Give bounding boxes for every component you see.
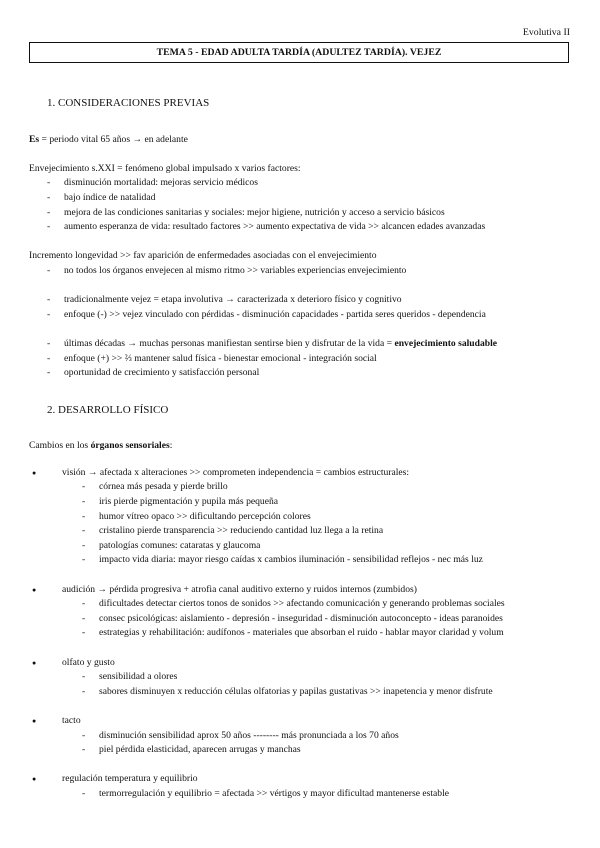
bullet-item-regulacion: ● regulación temperatura y equilibrio	[29, 772, 574, 787]
bullet-item-olfato: ● olfato y gusto	[29, 656, 574, 671]
list-item-text: últimas décadas → muchas personas manifiestan sentirse bien y disfrutar de la vida =	[64, 337, 395, 349]
list-item: - disminución mortalidad: mejoras servicio médicos	[29, 176, 574, 191]
sub-item: - consec psicológicas: aislamiento - depresión - inseguridad - disminución autoconcepto - ideas paranoides	[29, 612, 574, 627]
list-item: - tradicionalmente vejez = etapa involutiva → caracterizada x deterioro físico y cognitivo	[29, 293, 574, 308]
bullet-item-vision: ● visión → afectada x alteraciones >> comprometen independencia = cambios estructurales:	[29, 466, 574, 481]
sub-item: - iris pierde pigmentación y pupila más pequeña	[29, 495, 574, 510]
definition-text: = periodo vital 65 años → en adelante	[39, 133, 188, 145]
list-item: - enfoque (+) >> ⅔ mantener salud física - bienestar emocional - integración social	[29, 352, 574, 367]
emphasis-text: órganos sensoriales	[90, 440, 170, 452]
sub-item: - dificultades detectar ciertos tonos de sonidos >> afectando comunicación y generando problemas sociales	[29, 597, 574, 612]
bullet-item-tacto: ● tacto	[29, 714, 574, 729]
list-item	[29, 337, 574, 352]
sub-item: - córnea más pesada y pierde brillo	[29, 480, 574, 495]
chapter-title: TEMA 5 - EDAD ADULTA TARDÍA (ADULTEZ TARDÍA). VEJEZ	[29, 42, 569, 63]
sub-item: - sabores disminuyen x reducción células olfatorias y papilas gustativas >> inapetencia y menor disfrute	[29, 685, 574, 700]
course-header: Evolutiva II	[522, 27, 570, 38]
sub-item: - humor vítreo opaco >> dificultando percepción colores	[29, 510, 574, 525]
sub-item: - disminución sensibilidad aprox 50 años -------- más pronunciada a los 70 años	[29, 729, 574, 744]
list-item: - aumento esperanza de vida: resultado factores >> aumento expectativa de vida >> alcancen edades avanzadas	[29, 220, 574, 235]
document-body	[29, 96, 574, 802]
definition-line	[29, 133, 574, 148]
sub-item: - estrategias y rehabilitación: audífonos - materiales que absorban el ruido - hablar mayor claridad y volum	[29, 626, 574, 641]
sub-item: - cristalino pierde transparencia >> reduciendo cantidad luz llega a la retina	[29, 524, 574, 539]
sub-item: - termorregulación y equilibrio = afectada >> vértigos y mayor dificultad mantenerse estable	[29, 787, 574, 802]
emphasis-text: envejecimiento saludable	[394, 337, 498, 349]
definition-term: Es	[29, 133, 40, 145]
paragraph-intro: Incremento longevidad >> fav aparición de enfermedades asociadas con el envejecimiento	[29, 250, 377, 262]
intro-text: Cambios en los	[29, 440, 91, 452]
list-item: - no todos los órganos envejecen al mismo ritmo >> variables experiencias envejecimiento	[29, 264, 574, 279]
sub-item: - impacto vida diaria: mayor riesgo caídas x cambios iluminación - sensibilidad reflejos - nec más luz	[29, 553, 574, 568]
section-heading-2: 2. DESARROLLO FÍSICO	[47, 403, 169, 416]
list-item: - bajo índice de natalidad	[29, 191, 574, 206]
sub-item: - patologías comunes: cataratas y glaucoma	[29, 539, 574, 554]
list-item: - enfoque (-) >> vejez vinculado con pérdidas - disminución capacidades - partida seres queridos - dependencia	[29, 308, 574, 323]
sub-item: - piel pérdida elasticidad, aparecen arrugas y manchas	[29, 743, 574, 758]
sub-item: - sensibilidad a olores	[29, 670, 574, 685]
intro-colon: :	[169, 440, 173, 452]
list-item: - mejora de las condiciones sanitarias y sociales: mejor higiene, nutrición y acceso a servicio básicos	[29, 206, 574, 221]
bullet-item-audicion: ● audición → pérdida progresiva + atrofia canal auditivo externo y ruidos internos (zumbidos)	[29, 583, 574, 598]
section-heading-1: 1. CONSIDERACIONES PREVIAS	[47, 97, 210, 109]
paragraph-intro: Envejecimiento s.XXI = fenómeno global impulsado x varios factores:	[29, 162, 301, 174]
paragraph-intro	[29, 439, 574, 454]
list-item: - oportunidad de crecimiento y satisfacción personal	[29, 366, 574, 381]
